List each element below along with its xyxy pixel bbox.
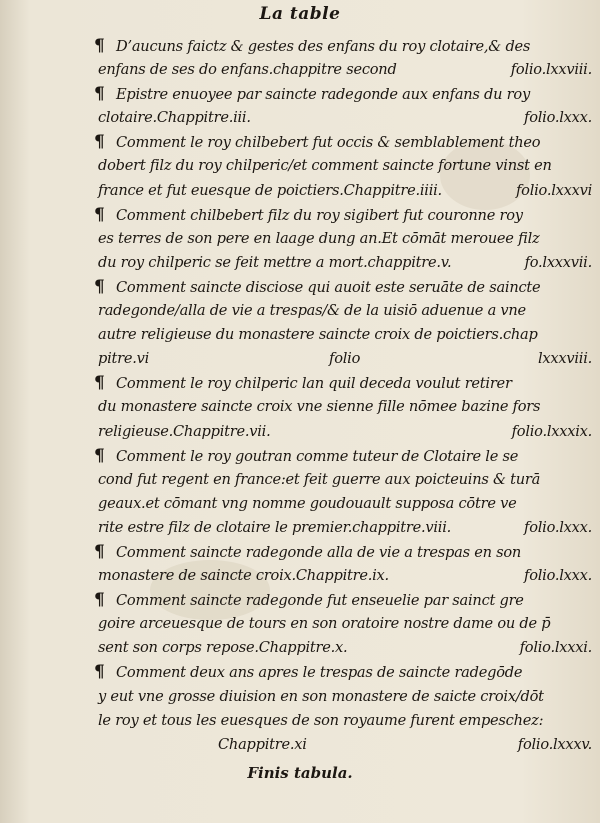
- folio-ref: folio.lxxxix.: [511, 422, 592, 440]
- closing-text: Finis tabula.: [247, 764, 353, 782]
- folio-ref: folio.lxxxi.: [519, 639, 592, 657]
- pilcrow-icon: ¶: [94, 590, 105, 611]
- toc-entry: ¶ Comment saincte disciose qui auoit este seruāte de saincte radegonde/alla de vie a trespas/& de la uisiō aduenue a vne autre religieuse du monastere saincte croix de poictiers.chap pitre.vi folio lxxxviii.: [98, 275, 592, 371]
- toc-entry: ¶ Comment chilbebert filz du roy sigibert fut couronne roy es terres de son pere en laage dung an.Et cōmāt merouee filz du roy chilperic se feit mettre a mort.chappitre.v. fo.lxxxvii.: [98, 203, 592, 275]
- toc-entry: ¶ Comment le roy chilperic lan quil deceda voulut retirer du monastere saincte croix vne sienne fille nōmee bazine fors religieuse.Chappitre.vii. folio.lxxxix.: [98, 371, 592, 443]
- folio-ref: folio.lxxx.: [524, 518, 592, 536]
- table-of-contents: [94, 34, 592, 757]
- pilcrow-icon: ¶: [94, 662, 105, 683]
- pilcrow-icon: ¶: [94, 445, 105, 466]
- folio-ref: folio: [329, 350, 361, 368]
- pilcrow-icon: ¶: [94, 541, 105, 562]
- page-title: La table: [259, 4, 341, 24]
- folio-ref: fo.lxxxvii.: [524, 253, 592, 271]
- pilcrow-icon: ¶: [94, 276, 105, 297]
- folio-ref: folio.lxxx.: [524, 109, 592, 127]
- folio-number: lxxxviii.: [538, 350, 592, 368]
- folio-ref: folio.lxxviii.: [510, 61, 592, 79]
- toc-entry: ¶ Comment le roy goutran comme tuteur de Clotaire le se cond fut regent en france:et feit guerre aux poicteuins & turā geaux.et cōmant vng nomme goudouault supposa cōtre ve rite estre filz de clotaire le premier.chappitre.viii. folio.lxxx.: [98, 444, 592, 540]
- folio-ref: folio.lxxx.: [524, 567, 592, 585]
- toc-entry: ¶ Comment saincte radegonde alla de vie a trespas en son monastere de saincte croix.Chappitre.ix. folio.lxxx.: [98, 540, 592, 588]
- toc-entry: ¶ Epistre enuoyee par saincte radegonde aux enfans du roy clotaire.Chappitre.iii. folio.lxxx.: [98, 82, 592, 130]
- pilcrow-icon: ¶: [94, 373, 105, 394]
- folio-ref: folio.lxxxv.: [517, 735, 592, 753]
- pilcrow-icon: ¶: [94, 204, 105, 225]
- toc-entry: ¶ Comment le roy chilbebert fut occis & semblablement theo dobert filz du roy chilperic/et comment saincte fortune vinst en france et fut euesque de poictiers.Chappitre.iiii. folio.lxxxvi: [98, 130, 592, 202]
- toc-entry: ¶ D’aucuns faictz & gestes des enfans du roy clotaire,& des enfans de ses do enfans.chappitre second folio.lxxviii.: [98, 34, 592, 82]
- pilcrow-icon: ¶: [94, 84, 105, 105]
- toc-entry: ¶ Comment saincte radegonde fut enseuelie par sainct gre goire arceuesque de tours en son oratoire nostre dame ou de p̄ sent son corps repose.Chappitre.x. folio.lxxxi.: [98, 588, 592, 660]
- pilcrow-icon: ¶: [94, 36, 105, 56]
- toc-entry: ¶ Comment deux ans apres le trespas de saincte radegōde y eut vne grosse diuision en son monastere de saicte croix/dōt le roy et tous les euesques de son royaume furent empeschez: Chappitre.xi folio.lxxxv.: [98, 660, 592, 756]
- folio-ref: folio.lxxxvi: [516, 181, 592, 199]
- pilcrow-icon: ¶: [94, 132, 105, 153]
